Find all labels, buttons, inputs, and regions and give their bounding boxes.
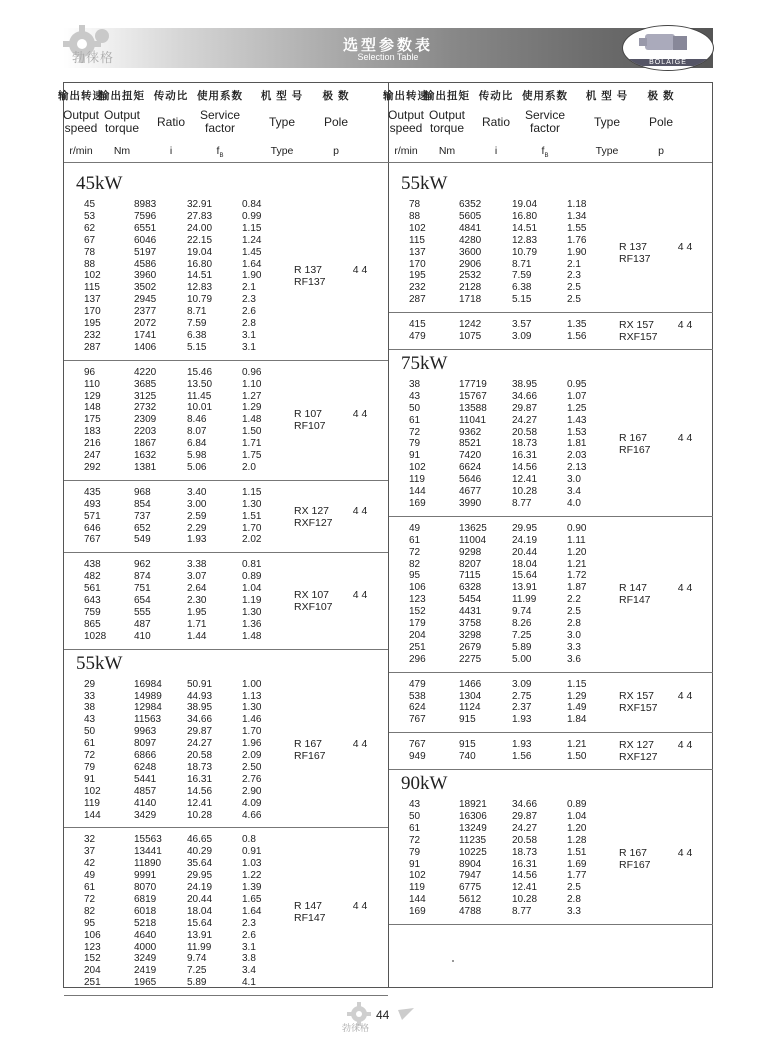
output-torque-values: 915 740 xyxy=(459,739,476,763)
service-factor-values: 1.21 1.50 xyxy=(567,739,587,763)
type-values: R 147 RF147 xyxy=(294,899,326,924)
column-header-unit: r/min xyxy=(394,145,418,157)
pole-values: 4 4 xyxy=(352,408,368,421)
column-header-en: Pole xyxy=(648,115,674,129)
ratio-values: 38.95 34.66 29.87 24.27 20.58 18.73 16.31 14.56 12.41 10.28 8.77 xyxy=(512,378,538,509)
service-factor-values: 0.89 1.04 1.20 1.28 1.51 1.69 1.77 2.5 2.8 3.3 xyxy=(567,799,587,918)
output-speed-values: 479 538 624 767 xyxy=(409,678,426,726)
service-factor-values: 1.15 1.29 1.49 1.84 xyxy=(567,678,587,726)
section-power-label: 55kW xyxy=(76,652,123,674)
column-header-cn: 机 型 号 xyxy=(260,90,304,102)
header-divider xyxy=(64,162,712,163)
pole-values: 4 4 xyxy=(677,240,693,253)
output-speed-values: 32 37 42 49 61 72 82 95 106 123 152 204 251 xyxy=(84,834,101,989)
column-header-en: Service factor xyxy=(199,108,240,135)
ratio-values: 50.91 44.93 38.95 34.66 29.87 24.27 20.58 18.73 16.31 14.56 12.41 10.28 xyxy=(187,678,213,821)
pole-values: 4 4 xyxy=(677,690,693,703)
page-title: 选型参数表 xyxy=(342,37,433,54)
column-header-en: Type xyxy=(593,115,620,129)
service-factor-values: 0.96 1.10 1.27 1.29 1.48 1.50 1.71 1.75 2.0 xyxy=(242,366,262,473)
ratio-values: 19.04 16.80 14.51 12.83 10.79 8.71 7.59 6.38 5.15 xyxy=(512,199,538,306)
type-values: R 107 RF107 xyxy=(294,408,326,433)
ratio-values: 3.40 3.00 2.59 2.29 1.93 xyxy=(187,486,207,546)
column-header-en: Output torque xyxy=(428,108,466,135)
group-divider xyxy=(389,732,713,733)
title-banner xyxy=(63,28,713,68)
pole-values: 4 4 xyxy=(677,739,693,752)
column-header-cn: 机 型 号 xyxy=(585,90,629,102)
column-header-unit: r/min xyxy=(69,145,93,157)
ratio-values: 3.38 3.07 2.64 2.30 1.95 1.71 1.44 xyxy=(187,559,207,642)
type-values: R 167 RF167 xyxy=(619,846,651,871)
type-values: R 147 RF147 xyxy=(619,582,651,607)
section-power-label: 75kW xyxy=(401,352,448,374)
type-values: RX 107 RXF107 xyxy=(294,588,333,613)
output-torque-values: 1466 1304 1124 915 xyxy=(459,678,482,726)
speck xyxy=(452,960,454,962)
output-speed-values: 415 479 xyxy=(409,319,426,342)
column-header-unit: i xyxy=(494,145,498,157)
pole-values: 4 4 xyxy=(677,432,693,445)
column-header-en: Ratio xyxy=(156,115,185,129)
type-values: R 167 RF167 xyxy=(619,432,651,457)
column-header-en: Output torque xyxy=(103,108,141,135)
footer-logo-text: 勃徕格 xyxy=(342,1023,370,1033)
output-speed-values: 96 110 129 148 175 183 216 247 292 xyxy=(84,366,101,473)
column-header-cn: 极 数 xyxy=(647,90,675,102)
output-torque-values: 17719 15767 13588 11041 9362 8521 7420 6624 5646 4677 3990 xyxy=(459,378,487,509)
column-header-cn: 输出转速 xyxy=(58,90,104,102)
output-torque-values: 13625 11004 9298 8207 7115 6328 5454 4431 3758 3298 2679 2275 xyxy=(459,522,487,665)
type-values: RX 157 RXF157 xyxy=(619,690,658,715)
output-torque-values: 16984 14989 12984 11563 9963 8097 6866 6248 5441 4857 4140 3429 xyxy=(134,678,162,821)
column-header-en: Output speed xyxy=(62,108,100,135)
column-header-unit: Nm xyxy=(438,145,456,157)
ratio-values: 1.93 1.56 xyxy=(512,739,532,763)
column-header-unit: Type xyxy=(595,145,619,157)
column-header-cn: 传动比 xyxy=(478,90,514,102)
output-torque-values: 968 854 737 652 549 xyxy=(134,486,151,546)
service-factor-values: 1.15 1.30 1.51 1.70 2.02 xyxy=(242,486,262,546)
ratio-values: 29.95 24.19 20.44 18.04 15.64 13.91 11.99 9.74 8.26 7.25 5.89 5.00 xyxy=(512,522,538,665)
page-arrow-icon xyxy=(398,1008,414,1022)
output-torque-values: 15563 13441 11890 9991 8070 6819 6018 5218 4640 4000 3249 2419 1965 xyxy=(134,834,162,989)
output-torque-values: 18921 16306 13249 11235 10225 8904 7947 6775 5612 4788 xyxy=(459,799,487,918)
output-speed-values: 45 53 62 67 78 88 102 115 137 170 195 232 287 xyxy=(84,199,101,353)
pole-values: 4 4 xyxy=(677,846,693,859)
pole-values: 4 4 xyxy=(352,899,368,912)
service-factor-values: 0.90 1.11 1.20 1.21 1.72 1.87 2.2 2.5 2.8 3.0 3.3 3.6 xyxy=(567,522,587,665)
column-header-cn: 极 数 xyxy=(322,90,350,102)
group-divider xyxy=(389,672,713,673)
column-header-unit: i xyxy=(169,145,173,157)
column-header-en: Pole xyxy=(323,115,349,129)
service-factor-values: 0.81 0.89 1.04 1.19 1.30 1.36 1.48 xyxy=(242,559,262,642)
logo-text: 勃徕格 xyxy=(72,51,115,66)
type-values: R 137 RF137 xyxy=(294,264,326,289)
service-factor-values: 0.95 1.07 1.25 1.43 1.53 1.81 2.03 2.13 3.0 3.4 4.0 xyxy=(567,378,587,509)
column-header-unit: $f_B$ xyxy=(216,145,224,160)
service-factor-values: 0.84 0.99 1.15 1.24 1.45 1.64 1.90 2.1 2.3 2.6 2.8 3.1 3.1 xyxy=(242,199,262,353)
brand-badge xyxy=(622,25,714,71)
ratio-values: 15.46 13.50 11.45 10.01 8.46 8.07 6.84 5.98 5.06 xyxy=(187,366,213,473)
group-divider xyxy=(64,552,388,553)
group-divider xyxy=(389,769,713,770)
section-power-label: 45kW xyxy=(76,173,123,194)
column-header-cn: 使用系数 xyxy=(522,90,568,102)
column-header-en: Type xyxy=(268,115,295,129)
column-header-cn: 输出转速 xyxy=(383,90,429,102)
group-divider xyxy=(389,924,713,925)
column-header-cn: 使用系数 xyxy=(197,90,243,102)
output-torque-values: 8983 7596 6551 6046 5197 4586 3960 3502 2945 2377 2072 1741 1406 xyxy=(134,199,157,353)
column-header-en: Output speed xyxy=(387,108,425,135)
group-divider xyxy=(64,360,388,361)
output-speed-values: 43 50 61 72 79 91 102 119 144 169 xyxy=(409,799,426,918)
service-factor-values: 0.8 0.91 1.03 1.22 1.39 1.65 1.64 2.3 2.6 3.1 3.8 3.4 4.1 xyxy=(242,834,262,989)
output-speed-values: 38 43 50 61 72 79 91 102 119 144 169 xyxy=(409,378,426,509)
output-torque-values: 962 874 751 654 555 487 410 xyxy=(134,559,151,642)
pole-values: 4 4 xyxy=(352,738,368,750)
service-factor-values: 1.00 1.13 1.30 1.46 1.70 1.96 2.09 2.50 2.76 2.90 4.09 4.66 xyxy=(242,678,262,821)
column-header-unit: Type xyxy=(270,145,294,157)
output-speed-values: 29 33 38 43 50 61 72 79 91 102 119 144 xyxy=(84,678,101,821)
pole-values: 4 4 xyxy=(677,319,693,331)
ratio-values: 34.66 29.87 24.27 20.58 18.73 16.31 14.56 12.41 10.28 8.77 xyxy=(512,799,538,918)
center-divider xyxy=(388,83,389,987)
selection-table xyxy=(58,82,713,989)
page-number: 44 xyxy=(376,1008,390,1022)
column-header-unit: Nm xyxy=(113,145,131,157)
ratio-values: 3.57 3.09 xyxy=(512,319,532,342)
section-power-label: 55kW xyxy=(401,173,448,194)
group-divider xyxy=(64,995,388,996)
output-speed-values: 767 949 xyxy=(409,739,426,763)
column-header-cn: 输出扭矩 xyxy=(424,90,470,102)
type-values: R 167 RF167 xyxy=(294,738,326,762)
output-torque-values: 4220 3685 3125 2732 2309 2203 1867 1632 1381 xyxy=(134,366,157,473)
output-torque-values: 1242 1075 xyxy=(459,319,482,342)
type-values: R 137 RF137 xyxy=(619,240,651,265)
type-values: RX 127 RXF127 xyxy=(619,739,658,764)
output-torque-values: 6352 5605 4841 4280 3600 2906 2532 2128 1718 xyxy=(459,199,482,306)
column-header-unit: $f_B$ xyxy=(541,145,549,160)
pole-values: 4 4 xyxy=(352,504,368,517)
group-divider xyxy=(64,827,388,828)
pole-values: 4 4 xyxy=(677,582,693,595)
type-values: RX 157 RXF157 xyxy=(619,319,658,343)
group-divider xyxy=(389,312,713,313)
brand-badge-text: BOLAIGE xyxy=(623,59,713,66)
column-header-cn: 传动比 xyxy=(153,90,189,102)
ratio-values: 3.09 2.75 2.37 1.93 xyxy=(512,678,532,726)
service-factor-values: 1.35 1.56 xyxy=(567,319,587,342)
column-header-cn: 输出扭矩 xyxy=(99,90,145,102)
pole-values: 4 4 xyxy=(352,588,368,601)
type-values: RX 127 RXF127 xyxy=(294,504,333,529)
column-header-unit: p xyxy=(658,145,664,157)
page-subtitle: Selection Table xyxy=(357,52,419,62)
section-power-label: 90kW xyxy=(401,773,448,794)
group-divider xyxy=(64,480,388,481)
ratio-values: 46.65 40.29 35.64 29.95 24.19 20.44 18.04 15.64 13.91 11.99 9.74 7.25 5.89 xyxy=(187,834,213,989)
output-speed-values: 78 88 102 115 137 170 195 232 287 xyxy=(409,199,426,306)
column-header-en: Ratio xyxy=(481,115,510,129)
service-factor-values: 1.18 1.34 1.55 1.76 1.90 2.1 2.3 2.5 2.5 xyxy=(567,199,587,306)
column-header-en: Service factor xyxy=(524,108,565,135)
group-divider xyxy=(389,349,713,350)
pole-values: 4 4 xyxy=(352,264,368,277)
column-header-unit: p xyxy=(333,145,339,157)
output-speed-values: 49 61 72 82 95 106 123 152 179 204 251 296 xyxy=(409,522,426,665)
group-divider xyxy=(389,516,713,517)
group-divider xyxy=(64,649,388,650)
output-speed-values: 435 493 571 646 767 xyxy=(84,486,101,546)
output-speed-values: 438 482 561 643 759 865 1028 xyxy=(84,559,107,642)
ratio-values: 32.91 27.83 24.00 22.15 19.04 16.80 14.51 12.83 10.79 8.71 7.59 6.38 5.15 xyxy=(187,199,213,353)
